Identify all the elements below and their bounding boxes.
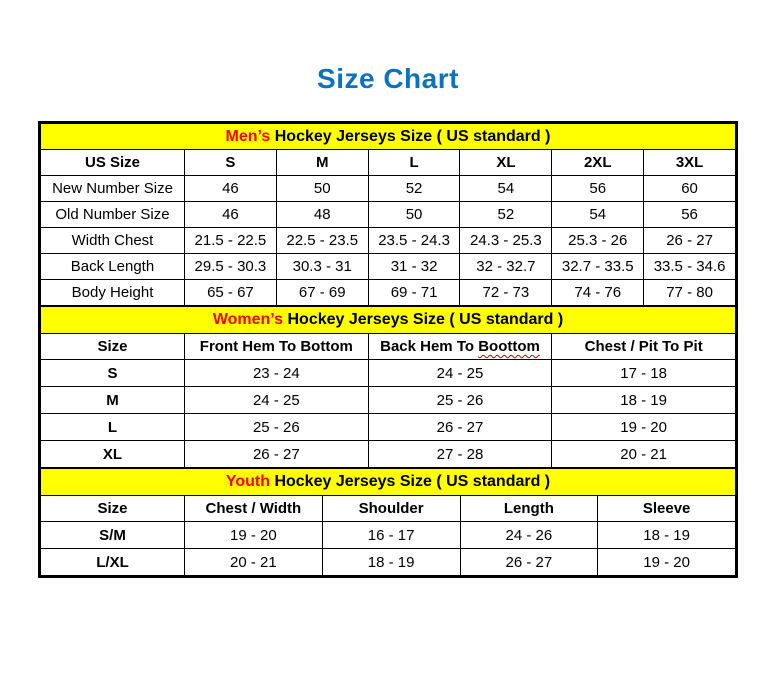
size-chart [38, 121, 738, 578]
youth-size-table [40, 468, 736, 576]
womens-size-table [40, 306, 736, 468]
value-cell: 67 - 69 [276, 280, 368, 306]
table-row [41, 176, 736, 202]
value-cell: 27 - 28 [368, 441, 552, 468]
value-cell: 20 - 21 [552, 441, 736, 468]
row-label: M [41, 387, 185, 414]
value-cell: 60 [644, 176, 736, 202]
row-label: New Number Size [41, 176, 185, 202]
page-title: Size Chart [317, 63, 459, 94]
mens-heading-highlight: Men’s [225, 127, 271, 145]
column-header: M [276, 150, 368, 176]
youth-section-header-row [41, 469, 736, 496]
value-cell: 52 [368, 176, 460, 202]
column-header: Chest / Width [185, 496, 323, 522]
value-cell: 74 - 76 [552, 280, 644, 306]
value-cell: 18 - 19 [552, 387, 736, 414]
column-header: S [185, 150, 277, 176]
mens-column-header-row [41, 150, 736, 176]
table-row [41, 522, 736, 549]
value-cell: 77 - 80 [644, 280, 736, 306]
value-cell: 19 - 20 [552, 414, 736, 441]
value-cell: 54 [552, 202, 644, 228]
value-cell: 32 - 32.7 [460, 254, 552, 280]
value-cell: 50 [368, 202, 460, 228]
value-cell: 50 [276, 176, 368, 202]
table-row [41, 360, 736, 387]
value-cell: 33.5 - 34.6 [644, 254, 736, 280]
value-cell: 48 [276, 202, 368, 228]
womens-section-title [41, 307, 736, 334]
value-cell: 72 - 73 [460, 280, 552, 306]
value-cell: 56 [644, 202, 736, 228]
value-cell: 30.3 - 31 [276, 254, 368, 280]
value-cell: 25 - 26 [368, 387, 552, 414]
womens-column-header-row [41, 334, 736, 360]
womens-heading-rest: Hockey Jerseys Size ( US standard ) [287, 311, 564, 328]
value-cell: 20 - 21 [185, 549, 323, 576]
misspelled-word-wavy-underline: Boottom [478, 338, 540, 355]
mens-section-header-row [41, 124, 736, 150]
column-header: US Size [41, 150, 185, 176]
row-label: Width Chest [41, 228, 185, 254]
column-header: Size [41, 334, 185, 360]
column-header: 2XL [552, 150, 644, 176]
row-label: S [41, 360, 185, 387]
table-row [41, 280, 736, 306]
value-cell: 24 - 26 [460, 522, 598, 549]
value-cell: 29.5 - 30.3 [185, 254, 277, 280]
row-label: L/XL [41, 549, 185, 576]
row-label: Back Length [41, 254, 185, 280]
table-row [41, 414, 736, 441]
value-cell: 19 - 20 [598, 549, 736, 576]
value-cell: 19 - 20 [185, 522, 323, 549]
value-cell: 21.5 - 22.5 [185, 228, 277, 254]
column-header: XL [460, 150, 552, 176]
value-cell: 17 - 18 [552, 360, 736, 387]
row-label: S/M [41, 522, 185, 549]
value-cell: 25.3 - 26 [552, 228, 644, 254]
column-header: Sleeve [598, 496, 736, 522]
value-cell: 23 - 24 [185, 360, 369, 387]
value-cell: 26 - 27 [460, 549, 598, 576]
mens-section-title [41, 124, 736, 150]
value-cell: 65 - 67 [185, 280, 277, 306]
table-row [41, 387, 736, 414]
table-row [41, 228, 736, 254]
value-cell: 69 - 71 [368, 280, 460, 306]
value-cell: 32.7 - 33.5 [552, 254, 644, 280]
row-label: XL [41, 441, 185, 468]
column-header: Size [41, 496, 185, 522]
value-cell: 24.3 - 25.3 [460, 228, 552, 254]
value-cell: 23.5 - 24.3 [368, 228, 460, 254]
value-cell: 26 - 27 [644, 228, 736, 254]
column-header: Front Hem To Bottom [185, 334, 369, 360]
womens-section-header-row [41, 307, 736, 334]
value-cell: 26 - 27 [368, 414, 552, 441]
value-cell: 24 - 25 [368, 360, 552, 387]
column-header: 3XL [644, 150, 736, 176]
value-cell: 26 - 27 [185, 441, 369, 468]
mens-heading-rest: Hockey Jerseys Size ( US standard ) [274, 127, 551, 145]
youth-column-header-row [41, 496, 736, 522]
mens-size-table [40, 123, 736, 306]
row-label: Body Height [41, 280, 185, 306]
value-cell: 25 - 26 [185, 414, 369, 441]
youth-section-title [41, 469, 736, 496]
table-row [41, 202, 736, 228]
column-header: Chest / Pit To Pit [552, 334, 736, 360]
youth-heading-rest: Hockey Jerseys Size ( US standard ) [274, 473, 551, 490]
column-header-text: Back Hem To [380, 338, 475, 355]
column-header: L [368, 150, 460, 176]
row-label: L [41, 414, 185, 441]
value-cell: 46 [185, 176, 277, 202]
column-header-misspelled [368, 334, 552, 360]
row-label: Old Number Size [41, 202, 185, 228]
youth-heading-highlight: Youth [225, 473, 270, 490]
value-cell: 18 - 19 [598, 522, 736, 549]
value-cell: 16 - 17 [322, 522, 460, 549]
table-row [41, 254, 736, 280]
value-cell: 18 - 19 [322, 549, 460, 576]
value-cell: 52 [460, 202, 552, 228]
table-row [41, 549, 736, 576]
table-row [41, 441, 736, 468]
column-header: Length [460, 496, 598, 522]
value-cell: 22.5 - 23.5 [276, 228, 368, 254]
value-cell: 54 [460, 176, 552, 202]
column-header: Shoulder [322, 496, 460, 522]
womens-heading-highlight: Women’s [212, 311, 284, 328]
value-cell: 46 [185, 202, 277, 228]
value-cell: 31 - 32 [368, 254, 460, 280]
value-cell: 24 - 25 [185, 387, 369, 414]
value-cell: 56 [552, 176, 644, 202]
